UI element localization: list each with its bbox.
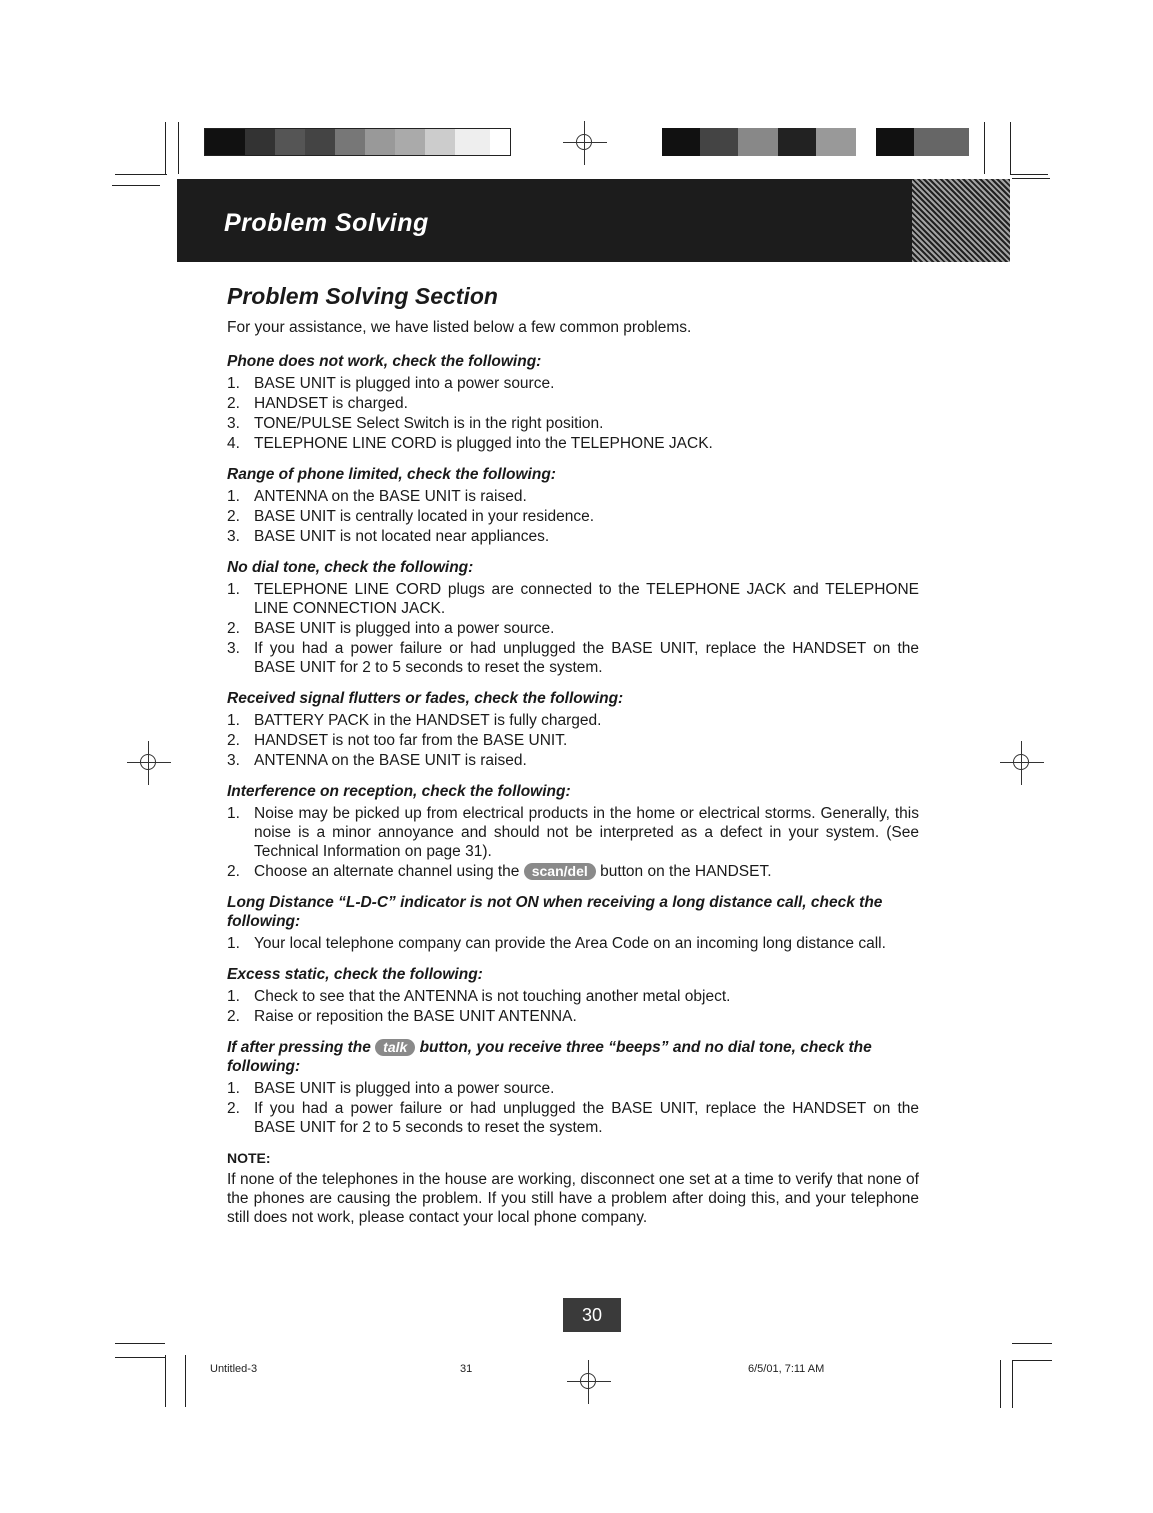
item-number: 2. [227,1100,240,1117]
registration-mark [127,741,171,785]
item-text: BASE UNIT is not located near appliances. [254,528,550,545]
registration-mark [563,121,607,165]
item-text: Check to see that the ANTENNA is not touching another metal object. [254,988,731,1005]
item-number: 1. [227,1080,240,1097]
list-item [227,987,919,1006]
item-number: 3. [227,415,240,432]
crop-mark [1010,122,1011,174]
item-text: BATTERY PACK in the HANDSET is fully charged. [254,712,602,729]
section-title: Problem Solving Section [227,283,498,309]
item-number: 3. [227,528,240,545]
crop-mark [984,122,985,174]
item-list [227,934,919,953]
item-text: BASE UNIT is centrally located in your residence. [254,508,595,525]
group-heading: Interference on reception, check the following: [227,783,571,800]
group-heading: Range of phone limited, check the following: [227,466,556,483]
list-item [227,639,919,677]
registration-mark [1000,741,1044,785]
list-item [227,487,919,506]
list-item [227,862,919,881]
footer-timestamp: 6/5/01, 7:11 AM [748,1363,825,1375]
item-number: 2. [227,620,240,637]
item-list [227,711,919,770]
talk-button-graphic: talk [375,1039,415,1056]
header-title: Problem Solving [224,209,429,237]
list-item [227,527,919,546]
item-list [227,580,919,677]
item-list [227,374,919,453]
list-item [227,1099,919,1137]
item-number: 1. [227,712,240,729]
group-heading: Long Distance “L-D-C” indicator is not ON when receiving a long distance call, check the following: [227,894,883,930]
list-item [227,374,919,393]
scan-del-button-graphic: scan/del [524,863,596,880]
note-text: If none of the telephones in the house are working, disconnect one set at a time to verify that none of the phones are causing the problem. If you still have a problem after doing this, and your telephone still does not work, please contact your local phone company. [227,1171,919,1226]
heading-text: If after pressing the [227,1039,371,1056]
item-text: If you had a power failure or had unplugged the BASE UNIT, replace the HANDSET on the BASE UNIT for 2 to 5 seconds to reset the system. [254,640,919,676]
crop-mark [1012,1360,1013,1408]
footer-page: 31 [460,1363,473,1375]
crop-mark [178,122,179,174]
item-text: TELEPHONE LINE CORD plugs are connected to the TELEPHONE JACK and TELEPHONE LINE CONNECTION JACK. [254,581,919,617]
item-text: Noise may be picked up from electrical products in the home or electrical storms. Generally, this noise is a minor annoyance and should not be interpreted as a defect in your system. (See Technical Information on page 31). [254,805,919,860]
item-text: ANTENNA on the BASE UNIT is raised. [254,752,527,769]
list-item [227,580,919,618]
item-text: HANDSET is not too far from the BASE UNIT. [254,732,568,749]
content-area [227,282,919,1227]
item-number: 1. [227,375,240,392]
list-item [227,1079,919,1098]
header-texture [912,179,1010,262]
crop-mark [115,1357,165,1358]
page-number: 30 [563,1298,621,1332]
item-number: 1. [227,935,240,952]
item-text: TELEPHONE LINE CORD is plugged into the TELEPHONE JACK. [254,435,713,452]
item-list [227,804,919,881]
item-number: 2. [227,508,240,525]
problem-group [227,352,919,453]
crop-mark [1010,174,1048,175]
problem-group [227,689,919,770]
list-item [227,414,919,433]
item-number: 1. [227,805,240,822]
problem-group [227,965,919,1026]
list-item [227,804,919,861]
heading-text: button, you receive three “beeps” and no dial tone, check the following: [227,1039,872,1075]
crop-mark [1012,1343,1052,1344]
item-text: Choose an alternate channel using the [254,863,520,880]
list-item [227,934,919,953]
item-number: 3. [227,752,240,769]
crop-mark [1012,1360,1052,1361]
problem-group [227,558,919,677]
list-item [227,507,919,526]
group-heading [227,1038,919,1076]
color-bar-left [204,128,511,156]
crop-mark [165,122,166,174]
problem-group [227,782,919,881]
problem-group [227,465,919,546]
talk-group [227,1038,919,1137]
group-heading: Excess static, check the following: [227,966,483,983]
item-number: 1. [227,581,240,598]
list-item [227,619,919,638]
crop-mark [1000,1360,1001,1408]
item-text: BASE UNIT is plugged into a power source. [254,1080,555,1097]
item-number: 3. [227,640,240,657]
crop-mark [115,1343,165,1344]
item-list [227,1079,919,1137]
note-label: NOTE: [227,1150,271,1166]
group-heading: Received signal flutters or fades, check the following: [227,690,624,707]
item-number: 1. [227,488,240,505]
item-number: 2. [227,1008,240,1025]
item-number: 2. [227,863,240,880]
list-item [227,434,919,453]
item-text: ANTENNA on the BASE UNIT is raised. [254,488,527,505]
list-item [227,751,919,770]
crop-mark [115,174,167,175]
item-text: If you had a power failure or had unplugged the BASE UNIT, replace the HANDSET on the BASE UNIT for 2 to 5 seconds to reset the system. [254,1100,919,1136]
list-item [227,731,919,750]
section-header-bar [177,179,1010,262]
crop-mark [1012,178,1050,179]
item-number: 2. [227,732,240,749]
crop-mark [185,1355,186,1407]
item-list [227,487,919,546]
color-bar-right [662,128,969,156]
problem-group [227,893,919,953]
item-text: TONE/PULSE Select Switch is in the right position. [254,415,604,432]
item-text: BASE UNIT is plugged into a power source. [254,620,555,637]
registration-mark [567,1360,611,1404]
item-text: HANDSET is charged. [254,395,408,412]
item-list [227,987,919,1026]
footer-file: Untitled-3 [210,1363,258,1375]
crop-mark [112,185,160,186]
item-text: Raise or reposition the BASE UNIT ANTENNA. [254,1008,577,1025]
list-item [227,1007,919,1026]
item-number: 2. [227,395,240,412]
item-text: BASE UNIT is plugged into a power source. [254,375,555,392]
crop-mark [165,1355,166,1407]
list-item [227,394,919,413]
item-number: 4. [227,435,240,452]
item-text: button on the HANDSET. [600,863,772,880]
group-heading: Phone does not work, check the following: [227,353,542,370]
list-item [227,711,919,730]
intro-text: For your assistance, we have listed below a few common problems. [227,319,692,336]
item-number: 1. [227,988,240,1005]
item-text: Your local telephone company can provide the Area Code on an incoming long distance call. [254,935,886,952]
group-heading: No dial tone, check the following: [227,559,474,576]
